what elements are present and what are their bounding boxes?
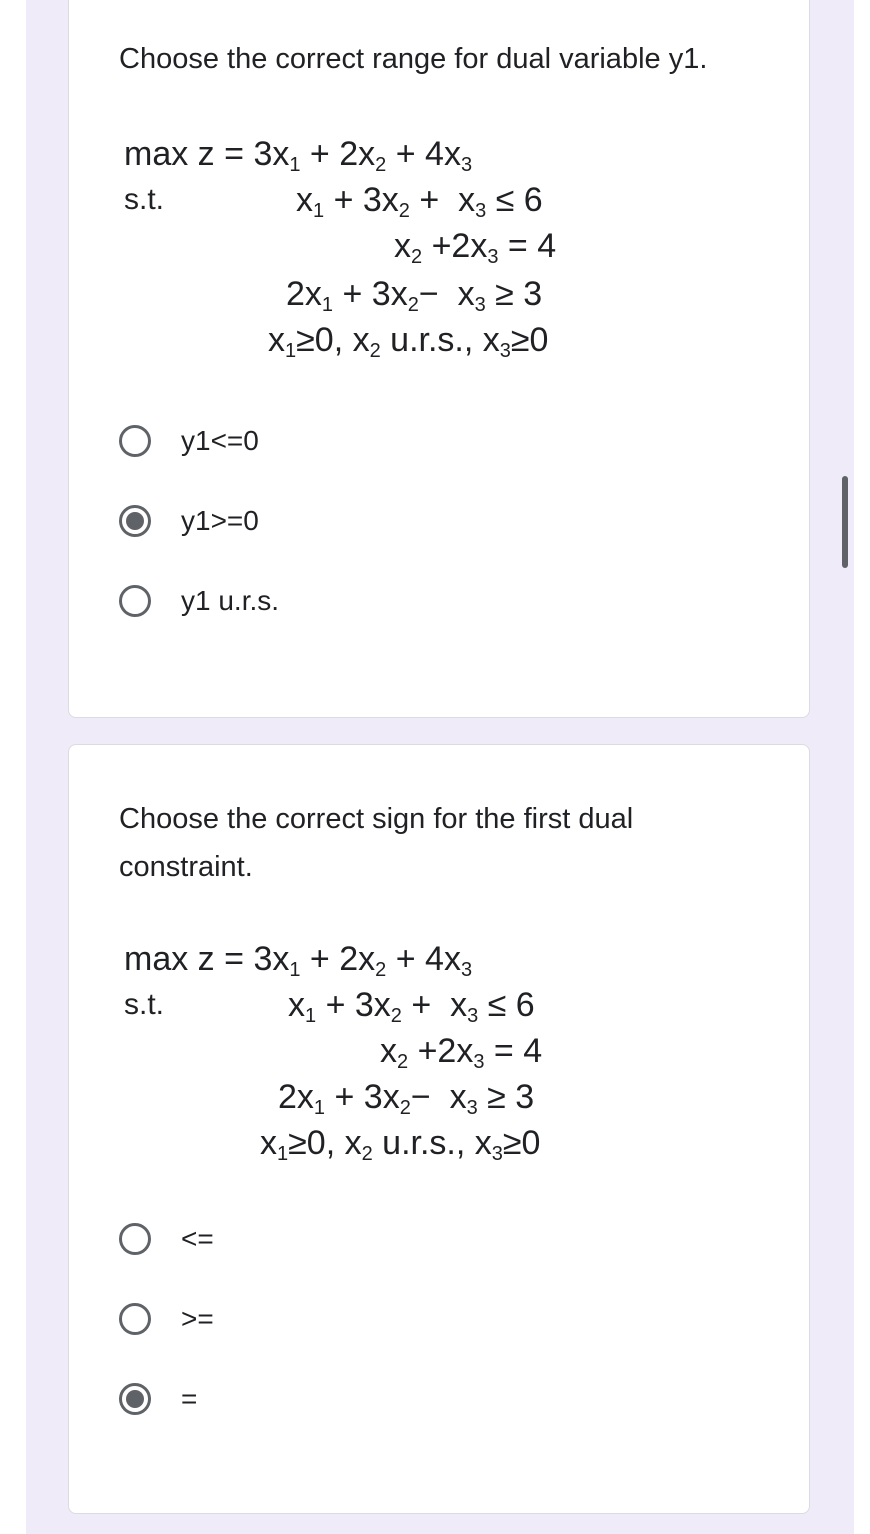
radio-button-selected[interactable]	[119, 1383, 151, 1415]
option-label: y1>=0	[181, 505, 259, 536]
option-label: =	[181, 1383, 198, 1414]
question-1-text: Choose the correct range for dual variable y1.	[119, 43, 708, 75]
question-1-options	[119, 421, 279, 661]
objective-line: $\max z = 3x_1 + 2x_2 + 4x_3$	[124, 135, 473, 176]
option-le[interactable]	[119, 1219, 214, 1259]
variable-signs: $x_1\ge 0$, $x_2$ u.r.s., $x_3\ge 0$	[260, 1124, 541, 1165]
constraint-1: $x_1 + 3x_2 + x_3 \le 6$	[288, 986, 535, 1027]
radio-button[interactable]	[119, 1303, 151, 1335]
constraint-3: $2x_1 + 3x_2- x_3 \ge 3$	[286, 275, 543, 316]
variable-signs: $x_1\ge 0$, $x_2$ u.r.s., $x_3\ge 0$	[268, 321, 549, 362]
option-label: y1<=0	[181, 425, 259, 456]
option-label: >=	[181, 1303, 214, 1334]
option-label: <=	[181, 1223, 214, 1254]
scrollbar-thumb[interactable]	[842, 476, 848, 568]
constraint-3: $2x_1 + 3x_2- x_3 \ge 3$	[278, 1078, 535, 1119]
radio-button-selected[interactable]	[119, 505, 151, 537]
constraint-2: $x_2 +2x_3 = 4$	[394, 227, 557, 268]
option-y1-le-0[interactable]	[119, 421, 279, 461]
constraint-1: $x_1 + 3x_2 + x_3 \le 6$	[296, 181, 543, 222]
question-2-options	[119, 1219, 214, 1459]
st-label: s.t.	[124, 988, 165, 1021]
question-2-text: Choose the correct sign for the first dual constraint.	[119, 803, 634, 883]
option-y1-ge-0[interactable]	[119, 501, 279, 541]
option-ge[interactable]	[119, 1299, 214, 1339]
option-label: y1 u.r.s.	[181, 585, 280, 616]
st-label: s.t.	[124, 183, 165, 216]
radio-button[interactable]	[119, 585, 151, 617]
option-eq[interactable]	[119, 1379, 214, 1419]
lp-problem-image-1	[124, 132, 644, 367]
radio-button[interactable]	[119, 1223, 151, 1255]
option-y1-urs[interactable]	[119, 581, 279, 621]
objective-line: $\max z = 3x_1 + 2x_2 + 4x_3$	[124, 940, 473, 981]
lp-problem-image-2	[124, 937, 644, 1172]
constraint-2: $x_2 +2x_3 = 4$	[380, 1032, 543, 1073]
radio-button[interactable]	[119, 425, 151, 457]
